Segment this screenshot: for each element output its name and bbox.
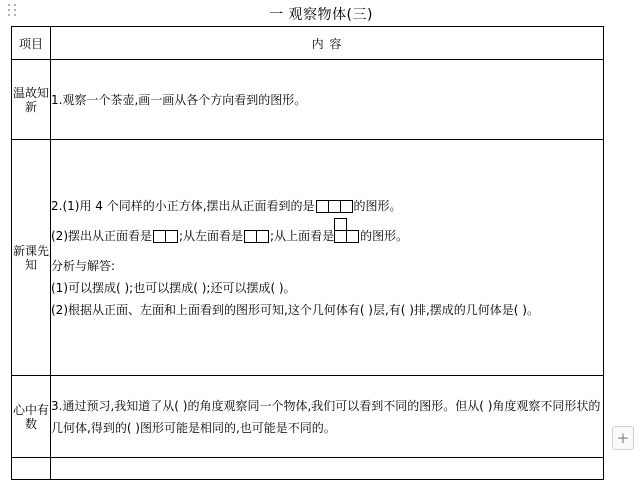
- table-row: [12, 376, 604, 458]
- question-3: 3.通过预习,我知道了从( )的角度观察同一个物体,我们可以看到不同的图形。但从( )角度观察不同形状的几何体,得到的( )图形可能是相同的,也可能是不同的。: [51, 398, 601, 435]
- question-1: 1.观察一个茶壶,画一画从各个方向看到的图形。: [51, 92, 307, 107]
- plus-icon[interactable]: +: [612, 426, 634, 450]
- three-squares-figure: [316, 200, 353, 213]
- front-view-figure: [153, 230, 178, 243]
- analysis-title: 分析与解答:: [51, 258, 116, 273]
- left-view-figure: [244, 230, 269, 243]
- row-label-review: 温故知新: [12, 60, 51, 140]
- header-content: 内 容: [51, 27, 604, 60]
- table-row: [12, 140, 604, 376]
- row-label-preview: 新课先知: [12, 140, 51, 376]
- table-header-row: [12, 27, 604, 60]
- row-content-summary: [51, 376, 604, 458]
- table-row: [12, 60, 604, 140]
- lesson-table: [11, 26, 604, 480]
- row-content-preview: [51, 140, 604, 376]
- table-row: [12, 458, 604, 480]
- page-title: 一 观察物体(三): [269, 7, 373, 23]
- row-label-empty: [12, 458, 51, 480]
- question-2-2: (2)摆出从正面看是 ;从左面看是 ;从上面看是 的图形。: [51, 225, 603, 247]
- header-item: 项目: [12, 27, 51, 60]
- top-view-figure: [335, 230, 359, 242]
- row-label-summary: 心中有数: [12, 376, 51, 458]
- row-content-empty: [51, 458, 604, 480]
- answer-1: (1)可以摆成( );也可以摆成( );还可以摆成( )。: [51, 280, 296, 295]
- question-2-1: 2.(1)用 4 个同样的小正方体,摆出从正面看到的是 的图形。: [51, 198, 402, 213]
- row-content-review: [51, 60, 604, 140]
- answer-2: (2)根据从正面、左面和上面看到的图形可知,这个几何体有( )层,有( )排,摆成的几何体是( )。: [51, 302, 539, 317]
